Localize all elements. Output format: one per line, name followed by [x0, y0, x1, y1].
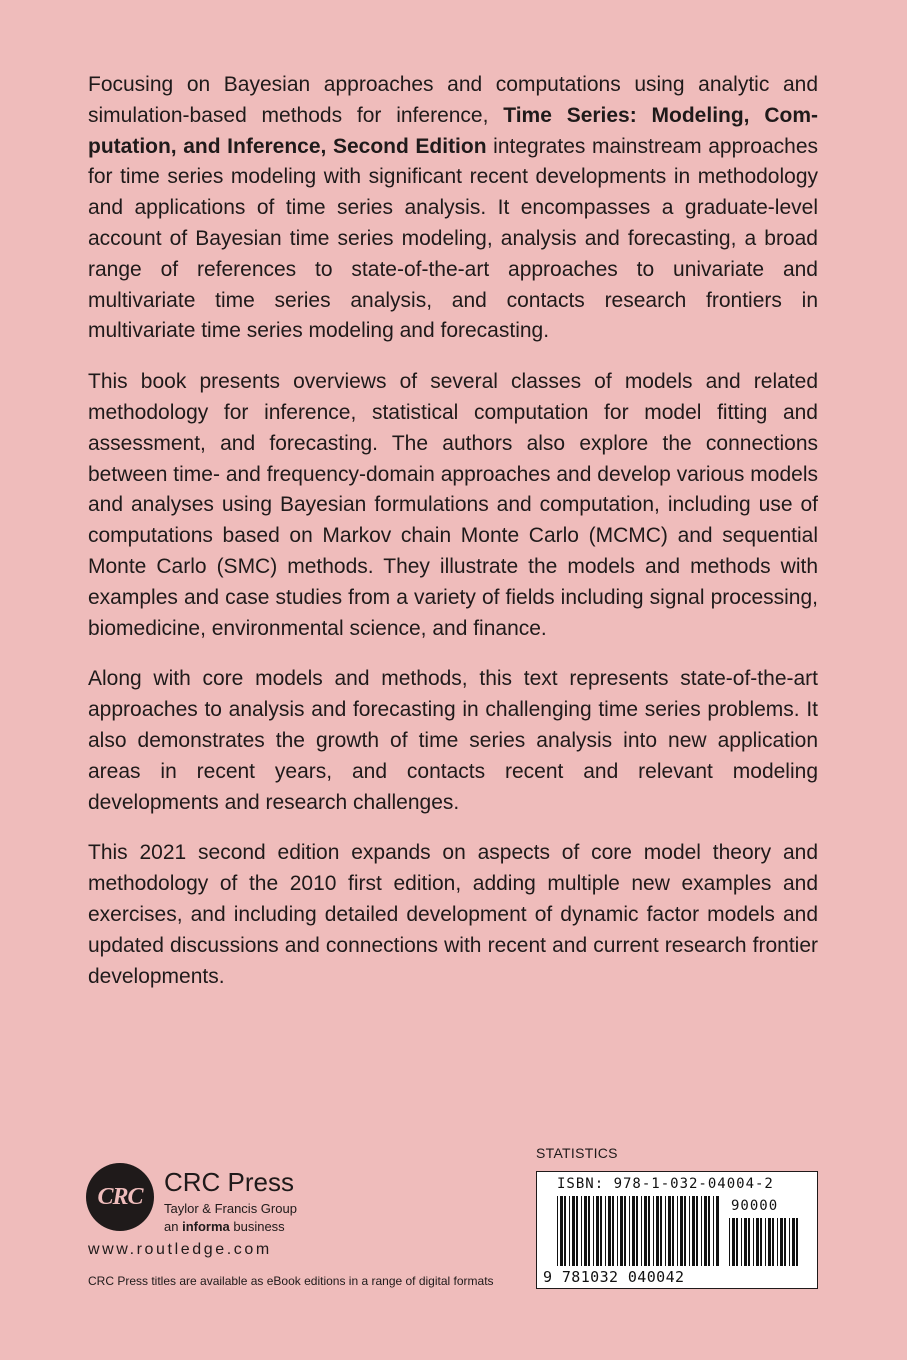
ean-number: 9 781032 040042 [543, 1268, 685, 1286]
publisher-url: www.routledge.com [88, 1241, 272, 1258]
blurb-paragraph-1 [88, 70, 818, 347]
barcode-addon-number: 90000 [731, 1198, 779, 1214]
blurb-paragraph-2: This book presents overviews of several classes of models and related methodology for inference, statistical computation for model fitting and assessment, and forecasting. The authors also explore the connections between time- and frequency-domain approaches and develop various models and analyses using Bayesian formulations and computation, including use of computations based on Markov chain Monte Carlo (MCMC) and sequential Monte Carlo (SMC) methods. They illustrate the models and methods with examples and case studies from a variety of fields including signal processing, biomedicine, environmental science, and finance. [88, 370, 818, 640]
isbn-barcode [536, 1171, 818, 1289]
blurb-p1-intro: Focusing on Bayesian approaches and computations using analytic and simulation-based methods for inference, [88, 73, 818, 127]
informa-tagline [164, 1219, 285, 1234]
informa-prefix: an [164, 1219, 183, 1234]
publisher-name: CRC Press [164, 1167, 295, 1197]
informa-word: informa [182, 1219, 230, 1234]
blurb-paragraph-4: This 2021 second edition expands on aspects of core model theory and methodology of the 2010 first edition, adding multiple new examples and exercises, and including detailed development of dynamic factor models and updated discussions and connections with recent and current research frontier developments. [88, 841, 818, 988]
ebook-availability-note: CRC Press titles are available as eBook editions in a range of digital formats [88, 1274, 494, 1288]
publisher-group: Taylor & Francis Group [164, 1201, 297, 1216]
isbn-label: ISBN: 978-1-032-04004-2 [557, 1176, 774, 1192]
blurb-p1-rest: integrates mainstream approaches for time series modeling with significant recent developments in methodology and applications of time series analysis. It encompasses a graduate-level account of Bayesian time series modeling, analysis and forecasting, a broad range of references to state-of-the-art approaches to univariate and multivariate time series analysis, and contacts research frontiers in multivariate time series modeling and forecasting. [88, 134, 819, 343]
subject-category: STATISTICS [536, 1145, 618, 1161]
crc-logo-icon: CRC [86, 1163, 154, 1231]
informa-suffix: business [229, 1219, 285, 1234]
book-title-inline: Time Series: Modeling, Computation, and Inference, Second Edition [88, 103, 818, 158]
back-cover-blurb [88, 70, 818, 1012]
blurb-paragraph-3: Along with core models and methods, this text represents state-of-the-art approaches to analysis and forecasting in challenging time series problems. It also demonstrates the growth of time series analysis into new application areas in recent years, and contacts recent and relevant modeling developments and research challenges. [88, 667, 818, 814]
